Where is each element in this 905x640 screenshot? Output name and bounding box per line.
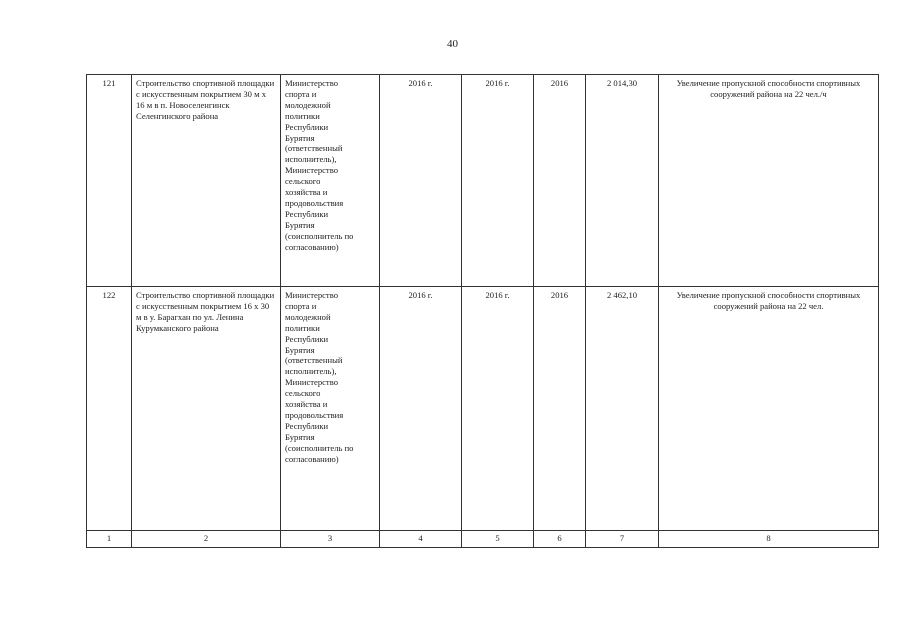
- row-number-cell: 122: [87, 287, 132, 531]
- activity-name-cell: Строительство спортивной площадки с искусственным покрытием 30 м х 16 м в п. Новоселенгинск Селенгинского района: [132, 75, 281, 287]
- start-date-cell: 2016 г.: [380, 287, 462, 531]
- column-number: 8: [659, 531, 879, 548]
- page-number: 40: [447, 38, 458, 50]
- column-numbering-row: [87, 531, 879, 548]
- executor-cell: Министерство спорта и молодежной политики Республики Бурятия (ответственный исполнитель), Министерство сельского хозяйства и продовольствия Республики Бурятия (соисполнитель по согласованию): [281, 287, 380, 531]
- expected-result-cell: Увеличение пропускной способности спортивных сооружений района на 22 чел.: [659, 287, 879, 531]
- column-number: 5: [462, 531, 534, 548]
- year-cell: 2016: [534, 75, 586, 287]
- table-row: [87, 75, 879, 287]
- amount-cell: 2 014,30: [586, 75, 659, 287]
- amount-cell: 2 462,10: [586, 287, 659, 531]
- end-date-cell: 2016 г.: [462, 75, 534, 287]
- column-number: 6: [534, 531, 586, 548]
- start-date-cell: 2016 г.: [380, 75, 462, 287]
- column-number: 1: [87, 531, 132, 548]
- column-number: 2: [132, 531, 281, 548]
- activity-name-cell: Строительство спортивной площадки с искусственным покрытием 16 х 30 м в у. Барагхан по ул. Ленина Курумканского района: [132, 287, 281, 531]
- column-number: 3: [281, 531, 380, 548]
- program-activities-table: [86, 74, 879, 548]
- executor-cell: Министерство спорта и молодежной политики Республики Бурятия (ответственный исполнитель), Министерство сельского хозяйства и продовольствия Республики Бурятия (соисполнитель по согласованию): [281, 75, 380, 287]
- column-number: 4: [380, 531, 462, 548]
- year-cell: 2016: [534, 287, 586, 531]
- column-number: 7: [586, 531, 659, 548]
- expected-result-cell: Увеличение пропускной способности спортивных сооружений района на 22 чел./ч: [659, 75, 879, 287]
- end-date-cell: 2016 г.: [462, 287, 534, 531]
- row-number-cell: 121: [87, 75, 132, 287]
- table-row: [87, 287, 879, 531]
